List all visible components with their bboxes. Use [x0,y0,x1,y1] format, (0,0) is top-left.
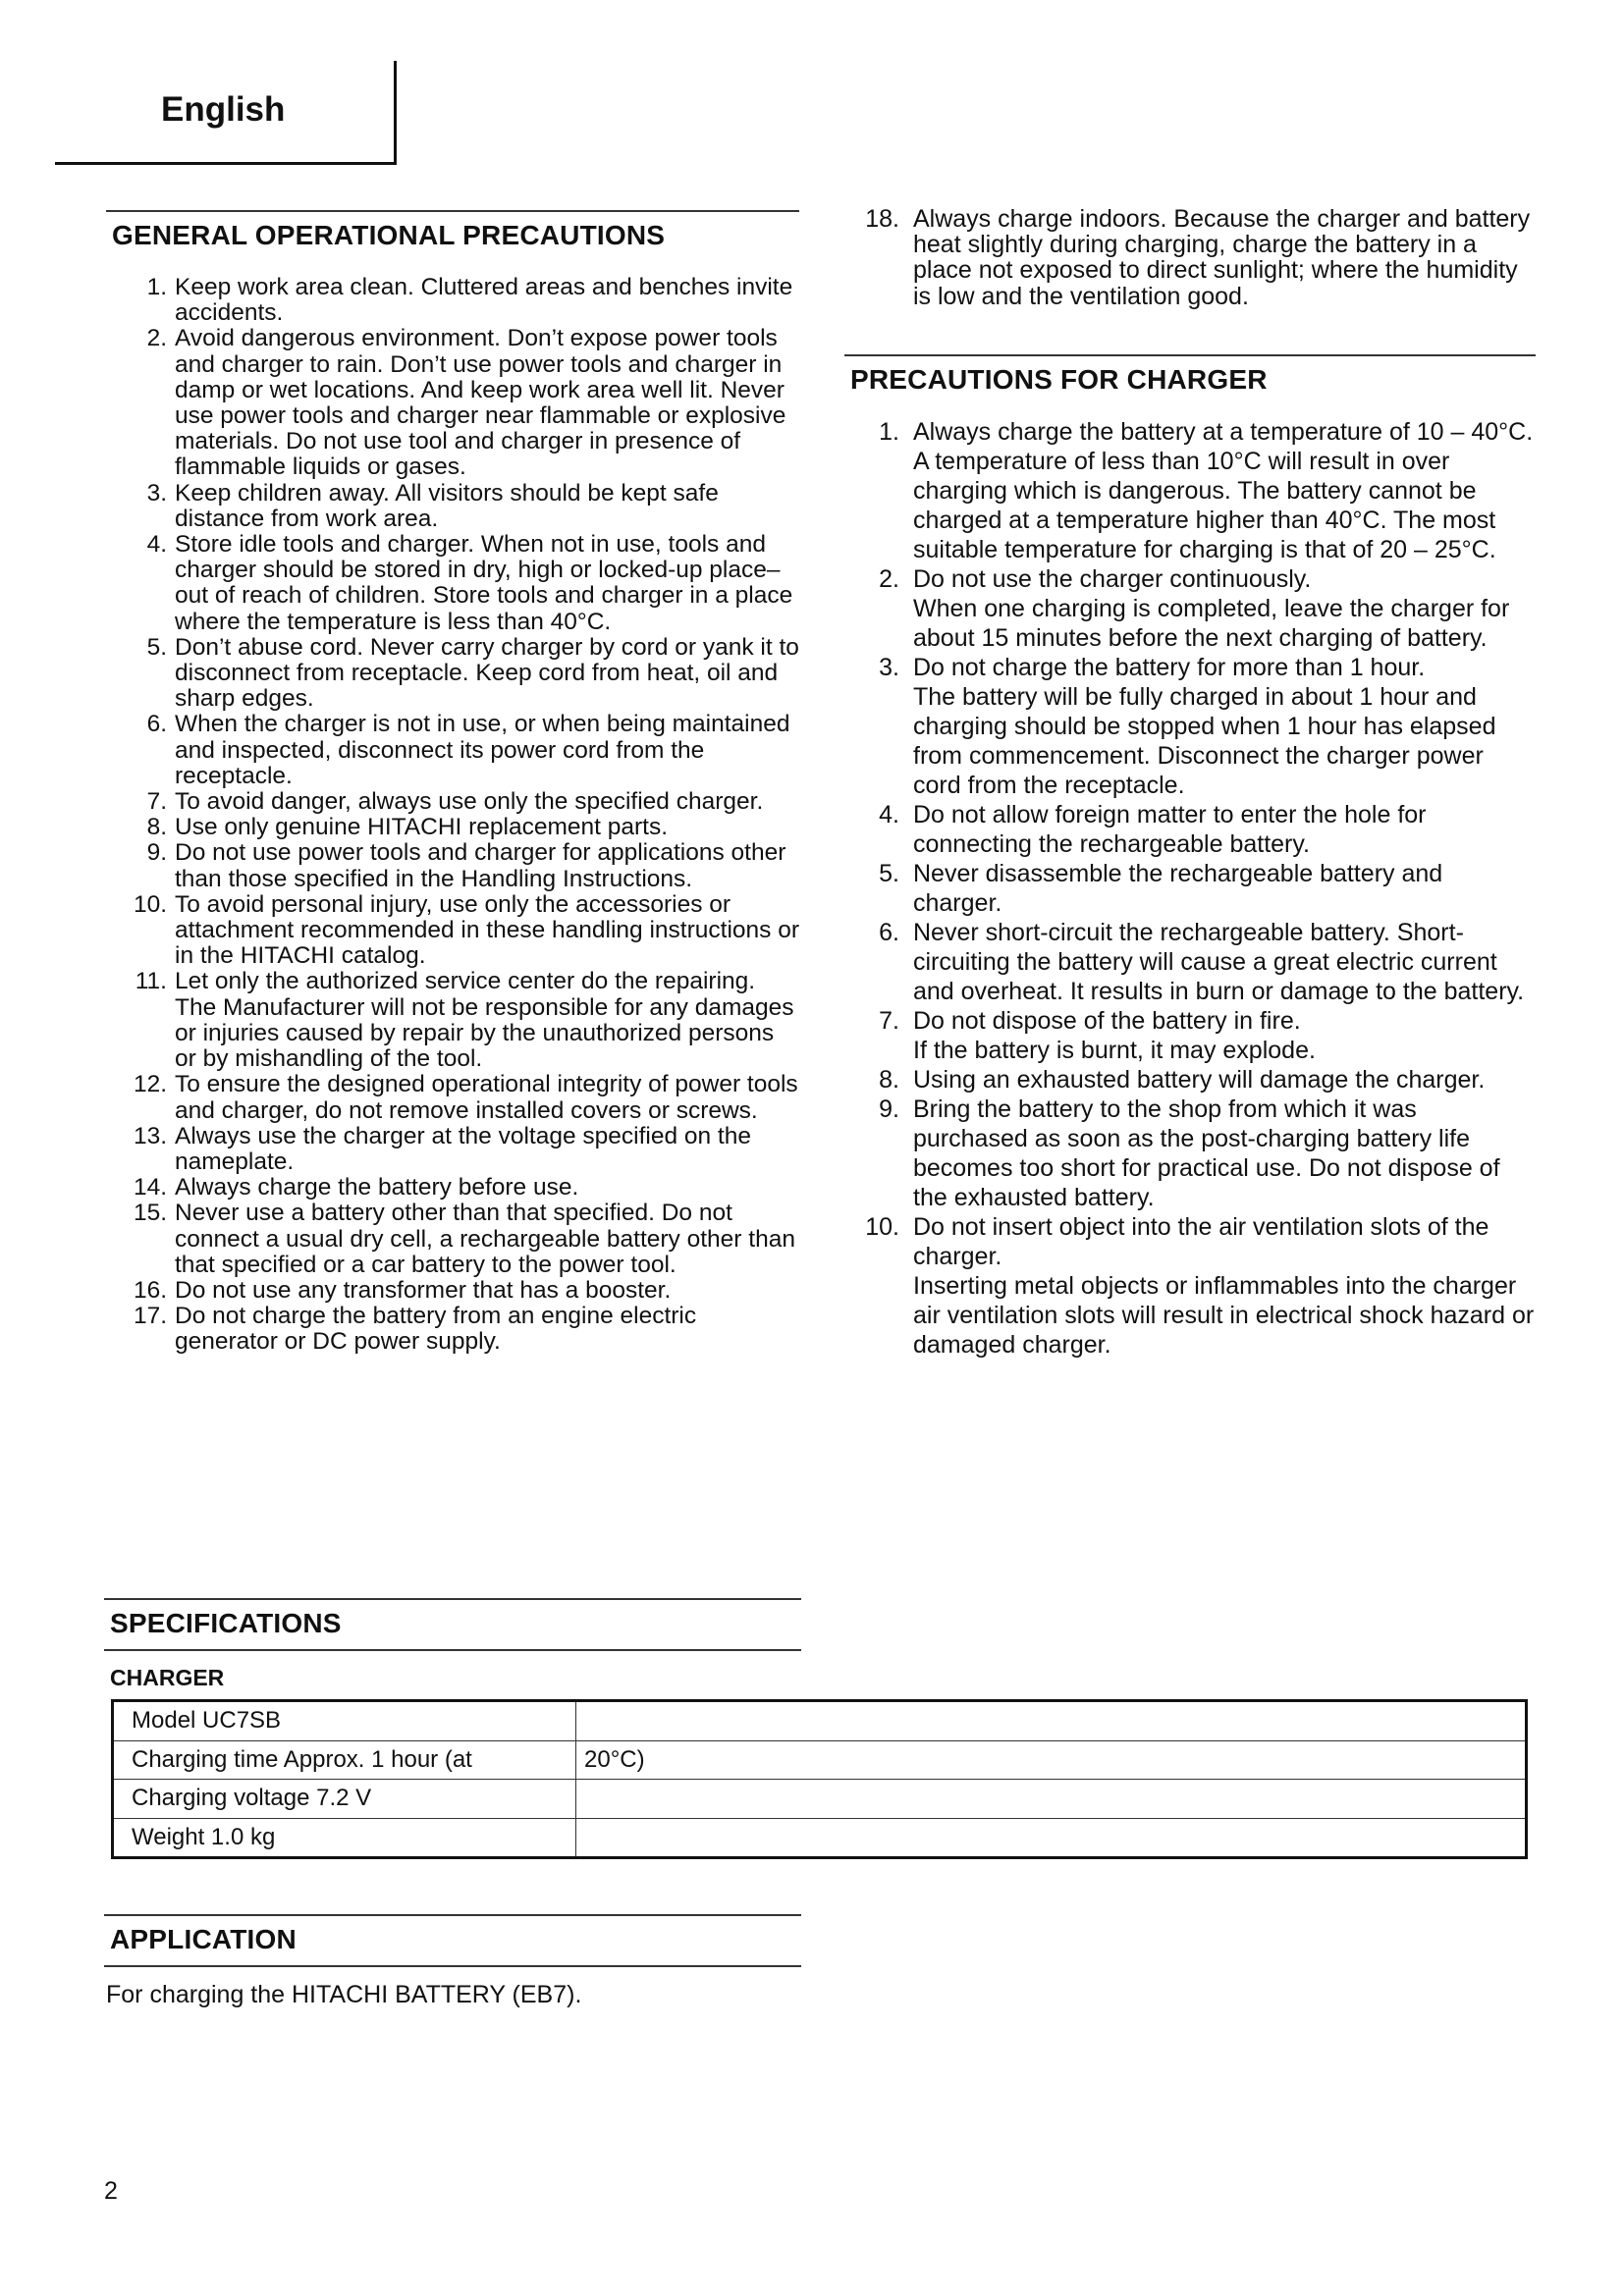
list-item [106,1175,799,1201]
spec-label: Charging time Approx. 1 hour (at [113,1740,576,1780]
item-number: 18. [865,205,899,233]
item-number: 3. [146,479,167,507]
item-text: Do not use power tools and charger for applications other than those specified in the Handling Instructions. [175,839,786,892]
item-number: 10. [133,890,167,918]
item-text: Always charge indoors. Because the charger and battery heat slightly during charging, charge the battery in a place not exposed to direct sunlight; where the humidity is low and the ventilation good. [913,205,1531,310]
list-item [844,653,1536,800]
right-column [844,206,1536,1360]
item-text: Always charge the battery before use. [175,1174,579,1201]
list-item [844,918,1536,1006]
list-item [844,1095,1536,1212]
item-text: Bring the battery to the shop from which it was purchased as soon as the post-charging battery life becomes too short for practical use. Do not dispose of the exhausted battery. [913,1095,1500,1211]
item-text: Keep work area clean. Cluttered areas and benches invite accidents. [175,274,793,327]
specifications-heading: SPECIFICATIONS [104,1598,801,1651]
item-number: 6. [146,711,167,738]
table-row [113,1701,1527,1741]
item-number: 12. [133,1071,167,1098]
item-note: The battery will be fully charged in about 1 hour and charging should be stopped when 1 hour has elapsed from commencement. Disconnect the charger power cord from the receptacle. [913,682,1496,799]
item-text: Always charge the battery at a temperature of 10 – 40°C. A temperature of less than 10°C will result in over charging which is dangerous. The battery cannot be charged at a temperature higher than 40°C. The most suitable temperature for charging is that of 20 – 25°C. [913,417,1534,563]
item-text: To ensure the designed operational integrity of power tools and charger, do not remove installed covers or screws. [175,1071,798,1124]
item-text: Do not use the charger continuously. [913,564,1312,593]
item-note: When one charging is completed, leave the charger for about 15 minutes before the next charging of battery. [913,594,1510,652]
list-item [844,564,1536,653]
item-number: 1. [146,274,167,300]
charger-subheading: CHARGER [110,1665,225,1690]
list-item [106,1278,799,1304]
list-item [106,789,799,815]
spec-value [576,1701,1527,1741]
item-number: 3. [879,653,899,681]
item-number: 4. [146,531,167,559]
spec-label: Model UC7SB [113,1701,576,1741]
charger-precautions-list [844,417,1536,1360]
item-number: 9. [146,839,167,867]
item-number: 5. [879,859,899,887]
item-text: Do not dispose of the battery in fire. [913,1006,1301,1035]
left-column [106,210,799,1356]
list-item [106,840,799,891]
item-text: Use only genuine HITACHI replacement parts. [175,814,669,841]
item-number: 6. [879,918,899,946]
item-text: Do not allow foreign matter to enter the hole for connecting the rechargeable battery. [913,800,1427,858]
item-number: 13. [133,1122,167,1149]
list-item [106,815,799,840]
list-item [106,1072,799,1123]
item-text: Never short-circuit the rechargeable battery. Short-circuiting the battery will cause a great electric current and overheat. It results in burn or damage to the battery. [913,918,1525,1005]
table-row [113,1780,1527,1819]
item-text: Don’t abuse cord. Never carry charger by cord or yank it to disconnect from receptacle. Keep cord from heat, oil and sharp edges. [175,633,799,713]
list-item [106,892,799,970]
item-number: 2. [146,325,167,352]
list-item [844,1212,1536,1360]
list-item [106,1304,799,1355]
item-text: Never disassemble the rechargeable battery and charger. [913,859,1443,917]
item-number: 7. [879,1006,899,1035]
item-text: Do not use any transformer that has a booster. [175,1276,672,1304]
item-number: 15. [133,1200,167,1227]
item-text: Let only the authorized service center do the repairing. The Manufacturer will not be responsible for any damages or injuries caused by repair by the unauthorized persons or by mishandling of the tool. [175,968,794,1073]
item-number: 17. [133,1303,167,1330]
charger-precautions-heading: PRECAUTIONS FOR CHARGER [844,354,1536,405]
item-text: Avoid dangerous environment. Don’t expose power tools and charger to rain. Don’t use power tools and charger in damp or wet locations. And keep work area well lit. Never use power tools and charger near flammable or explosive materials. Do not use tool and charger in presence of flammable liquids or gases. [175,325,786,481]
item-note: Inserting metal objects or inflammables into the charger air ventilation slots will result in electrical shock hazard or damaged charger. [913,1271,1535,1359]
item-number: 9. [879,1095,899,1123]
list-item [844,206,1536,309]
item-text: To avoid danger, always use only the specified charger. [175,788,764,816]
list-item [844,859,1536,918]
list-item [844,417,1536,564]
item-number: 1. [879,417,899,446]
item-text: Never use a battery other than that specified. Do not connect a usual dry cell, a rechargeable battery other than that specified or a car battery to the power tool. [175,1200,795,1278]
item-text: To avoid personal injury, use only the accessories or attachment recommended in these handling instructions or in the HITACHI catalog. [175,890,799,970]
item-number: 4. [879,800,899,828]
item-number: 8. [146,814,167,841]
spec-value [576,1780,1527,1819]
item-text: Do not insert object into the air ventilation slots of the charger. [913,1212,1489,1270]
item-text: Store idle tools and charger. When not in use, tools and charger should be stored in dry, high or locked-up place–out of reach of children. Store tools and charger in a place where the temperature is less than 40°C. [175,531,793,635]
list-item [106,712,799,789]
list-item [106,635,799,713]
item-number: 5. [146,633,167,661]
application-section [104,1914,801,1967]
list-item [106,532,799,635]
spec-value: 20°C) [576,1740,1527,1780]
general-precautions-list [106,275,799,1356]
table-row [113,1740,1527,1780]
list-item [106,969,799,1072]
page-number: 2 [104,2177,118,2205]
item-number: 11. [135,968,167,995]
item-text: Always use the charger at the voltage specified on the nameplate. [175,1122,751,1175]
item-text: When the charger is not in use, or when being maintained and inspected, disconnect its power cord from the receptacle. [175,711,790,789]
item-text: Do not charge the battery for more than 1 hour. [913,653,1426,681]
item-text: Keep children away. All visitors should be kept safe distance from work area. [175,479,719,532]
list-item [844,800,1536,859]
spec-label: Charging voltage 7.2 V [113,1780,576,1819]
item-number: 14. [133,1174,167,1201]
item-text: Using an exhausted battery will damage the charger. [913,1065,1486,1094]
tab-border-horizontal [55,162,397,165]
application-heading: APPLICATION [104,1914,801,1967]
item-number: 8. [879,1065,899,1094]
tab-border-vertical [394,61,397,165]
item-number: 16. [133,1276,167,1304]
list-item [844,1006,1536,1065]
list-item [106,481,799,532]
item-text: Do not charge the battery from an engine electric generator or DC power supply. [175,1303,697,1356]
item-number: 7. [146,788,167,816]
list-item [106,275,799,326]
general-precautions-continued [844,206,1536,309]
application-text: For charging the HITACHI BATTERY (EB7). [106,1981,582,2008]
item-number: 10. [865,1212,899,1241]
list-item [106,1124,799,1175]
item-note: If the battery is burnt, it may explode. [913,1036,1316,1064]
item-number: 2. [879,564,899,593]
list-item [844,1065,1536,1095]
list-item [106,1201,799,1278]
table-row [113,1818,1527,1858]
specifications-section [104,1598,801,1691]
spec-value [576,1818,1527,1858]
specifications-table [111,1699,1528,1859]
spec-label: Weight 1.0 kg [113,1818,576,1858]
language-tab [0,0,403,169]
list-item [106,326,799,480]
language-label: English [161,90,286,129]
general-precautions-heading: GENERAL OPERATIONAL PRECAUTIONS [106,210,799,261]
